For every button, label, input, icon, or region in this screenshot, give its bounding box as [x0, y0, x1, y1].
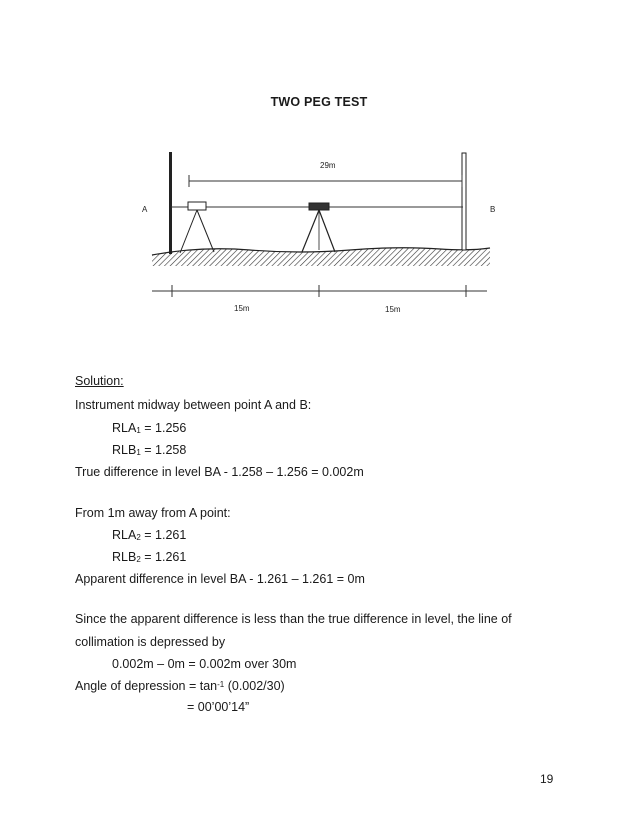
label-b: B	[490, 205, 496, 214]
page-title: TWO PEG TEST	[270, 95, 368, 109]
rla1-line: RLA1 = 1.256	[112, 421, 187, 435]
apparent-difference: Apparent difference in level BA - 1.261 – 1.261 = 0m	[75, 572, 365, 586]
since-line-1: Since the apparent difference is less than the true difference in level, the line of	[75, 612, 512, 626]
label-15m-right: 15m	[385, 305, 401, 314]
label-29m: 29m	[320, 161, 336, 170]
rlb1-line: RLB1 = 1.258	[112, 443, 187, 457]
ground-hatching	[152, 248, 490, 266]
label-15m-left: 15m	[234, 304, 250, 313]
away-intro: From 1m away from A point:	[75, 506, 231, 520]
staff-a	[169, 152, 172, 254]
two-peg-test-diagram	[0, 0, 638, 340]
solution-heading: Solution:	[75, 374, 124, 388]
staff-b	[462, 153, 466, 250]
level-instrument-near-a	[188, 202, 206, 210]
since-line-2: collimation is depressed by	[75, 635, 226, 649]
page-number: 19	[540, 772, 554, 786]
level-instrument-middle	[309, 203, 329, 210]
rla2-line: RLA2 = 1.261	[112, 528, 187, 542]
angle-result: = 00’00’14”	[187, 700, 250, 714]
rlb2-line: RLB2 = 1.261	[112, 550, 187, 564]
label-a: A	[142, 205, 148, 214]
true-difference: True difference in level BA - 1.258 – 1.256 = 0.002m	[75, 465, 364, 479]
angle-of-depression: Angle of depression = $\tan^{-1} (0.002/30)$	[75, 679, 285, 693]
midway-intro: Instrument midway between point A and B:	[75, 398, 312, 412]
depressed-value: 0.002m – 0m = 0.002m over 30m	[112, 657, 297, 671]
